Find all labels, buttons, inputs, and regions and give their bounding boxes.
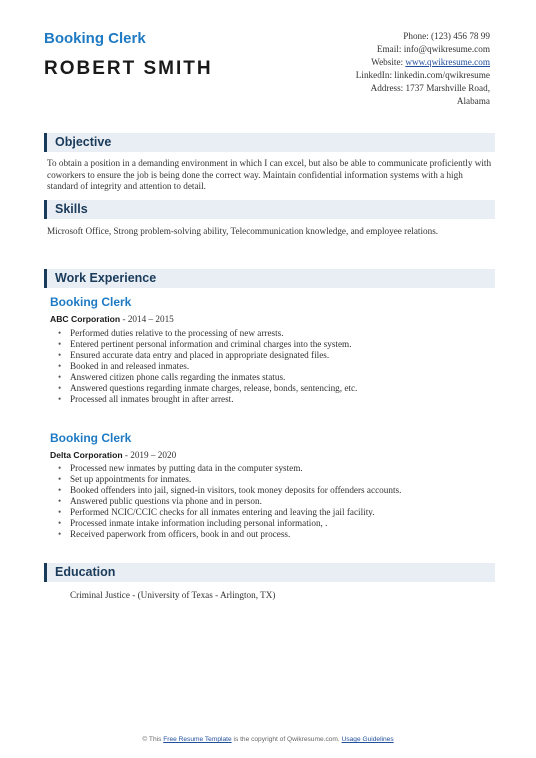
free-resume-template-link[interactable]: Free Resume Template: [163, 736, 232, 743]
website-label: Website:: [371, 57, 406, 67]
list-item: • Processed inmate intake information including personal information, .: [58, 518, 488, 529]
education-heading: [44, 563, 495, 582]
footer: [0, 736, 536, 743]
job1-title: Booking Clerk: [50, 295, 132, 309]
list-item: • Set up appointments for inmates.: [58, 474, 488, 485]
phone: Phone: (123) 456 78 99: [403, 31, 490, 41]
usage-guidelines-link[interactable]: Usage Guidelines: [341, 736, 394, 743]
list-item: • Booked in and released inmates.: [58, 361, 488, 372]
linkedin: LinkedIn: linkedin.com/qwikresume: [355, 70, 490, 80]
footer-prefix: © This: [142, 736, 164, 743]
list-item: • Performed NCIC/CCIC checks for all inmates entering and leaving the jail facility.: [58, 507, 488, 518]
job1-company: ABC Corporation: [50, 314, 121, 324]
address-line1: Address: 1737 Marshville Road,: [370, 83, 490, 93]
job2-dates: - 2019 – 2020: [122, 450, 177, 460]
candidate-name: ROBERT SMITH: [44, 58, 213, 79]
list-item: • Answered public questions via phone and in person.: [58, 496, 488, 507]
job2-company-line: [50, 450, 176, 460]
objective-title: Objective: [55, 135, 112, 149]
list-item: • Answered questions regarding inmate charges, release, bonds, sentencing, etc.: [58, 383, 488, 394]
job2-title: Booking Clerk: [50, 431, 132, 445]
list-item: • Answered citizen phone calls regarding the inmates status.: [58, 372, 488, 383]
website-link[interactable]: www.qwikresume.com: [405, 57, 490, 67]
list-item: • Received paperwork from officers, book in and out process.: [58, 529, 488, 540]
list-item: • Entered pertinent personal information and criminal charges into the system.: [58, 339, 488, 350]
website: [356, 56, 490, 69]
list-item: • Processed all inmates brought in after arrest.: [58, 394, 488, 405]
list-item: • Processed new inmates by putting data in the computer system.: [58, 463, 488, 474]
skills-heading: [44, 200, 495, 219]
objective-heading: [44, 133, 495, 152]
list-item: • Performed duties relative to the processing of new arrests.: [58, 328, 488, 339]
job2-company: Delta Corporation: [50, 450, 123, 460]
work-title: Work Experience: [55, 271, 157, 285]
education-text: Criminal Justice - (University of Texas - Arlington, TX): [70, 590, 276, 600]
footer-middle: is the copyright of Qwikresume.com.: [231, 736, 342, 743]
objective-text: To obtain a position in a demanding environment in which I can excel, but also be able to communicate proficiently with coworkers to ensure the job is being done the correct way. Maintain confidential information systems with a high standard of integrity and attention to detail.: [47, 158, 492, 191]
email: Email: info@qwikresume.com: [376, 44, 490, 54]
list-item: • Booked offenders into jail, signed-in visitors, took money deposits for offenders accounts.: [58, 485, 488, 496]
job1-bullets: [58, 328, 488, 405]
education-title: Education: [55, 565, 116, 579]
address-line2: Alabama: [456, 96, 490, 106]
job1-dates: - 2014 – 2015: [120, 314, 174, 324]
list-item: • Ensured accurate data entry and placed in appropriate designated files.: [58, 350, 488, 361]
resume-header: [44, 30, 490, 110]
job-title: Booking Clerk: [44, 30, 146, 47]
work-heading: [44, 269, 495, 288]
job2-bullets: [58, 463, 488, 540]
skills-title: Skills: [55, 202, 88, 216]
contact-info: [356, 30, 490, 108]
skills-text: Microsoft Office, Strong problem-solving ability, Telecommunication knowledge, and employee relations.: [47, 226, 439, 236]
job1-company-line: [50, 314, 174, 324]
